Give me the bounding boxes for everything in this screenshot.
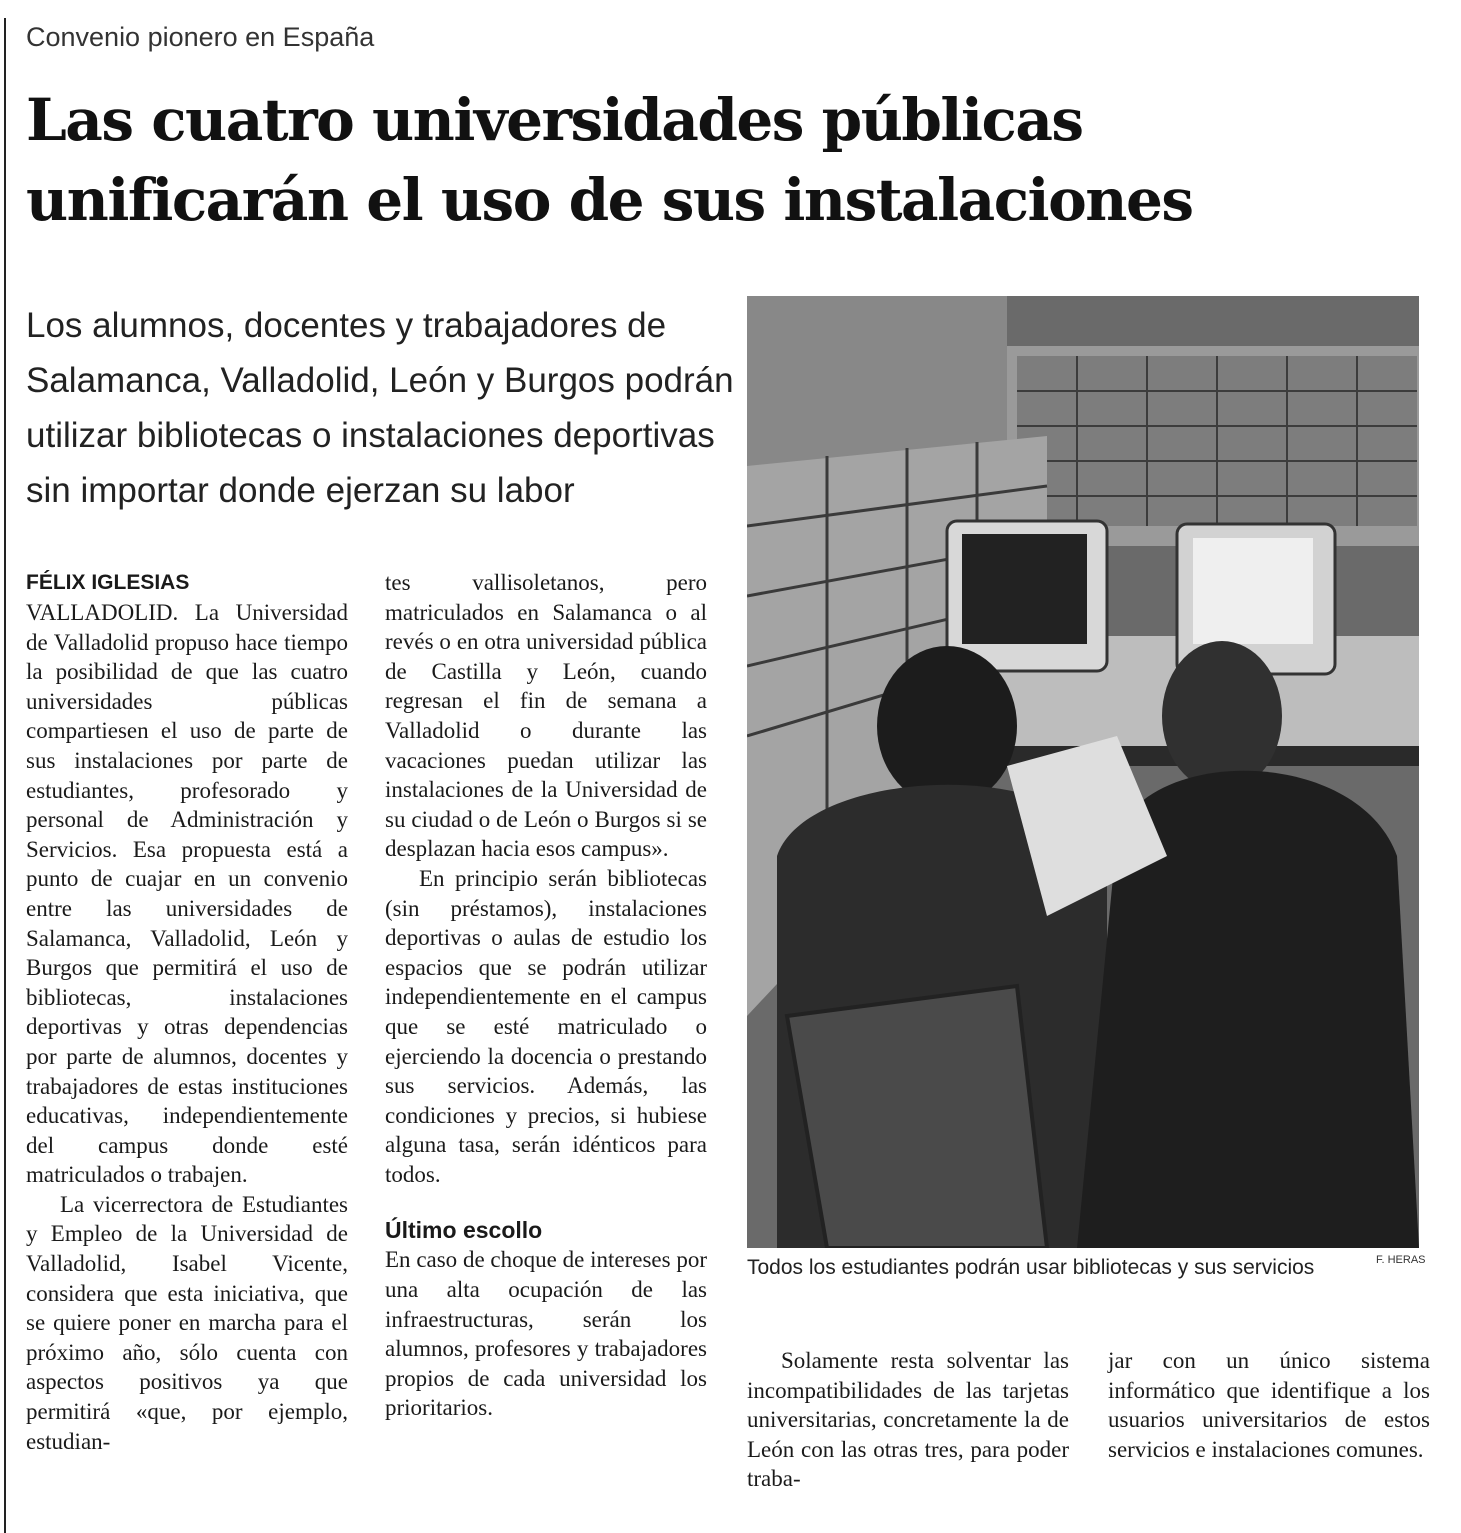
article-paragraph: La vicerrectora de Estudiantes y Empleo de la Universidad de Valladolid, Isabel Vicente, considera que esta iniciativa, que se quiere poner en marcha para el próximo año, sólo cuenta con aspectos positivos ya que permitirá «que, por ejemplo, estudian- — [26, 1191, 348, 1454]
subhead-line: Los alumnos, docentes y trabajadores de — [26, 306, 667, 345]
photo-credit: F. HERAS — [1376, 1254, 1426, 1266]
article-paragraph: En principio serán bibliotecas (sin préstamos), instalaciones deportivas o aulas de estudio los espacios que se podrán utilizar independientemente en el campus que se esté matriculado o ejerciendo la docencia o prestando sus servicios. Además, las condiciones y precios, si hubiese alguna tasa, serán idénticos para todos. — [385, 865, 707, 1187]
dateline: VALLADOLID. — [26, 600, 179, 625]
article-paragraph — [26, 598, 348, 1190]
left-rule — [4, 18, 6, 1533]
article-paragraph: En caso de choque de intereses por una alta ocupación de las infraestructuras, serán los alumnos, profesores y trabajadores propios de cada universidad los prioritarios. — [385, 1247, 707, 1421]
section-tag: Convenio pionero en España — [26, 22, 375, 52]
subhead-line: sin importar donde ejerzan su labor — [26, 471, 575, 510]
article-column-2 — [385, 568, 707, 1423]
headline — [26, 80, 1193, 240]
article-column-4 — [1108, 1346, 1430, 1464]
byline: FÉLIX IGLESIAS — [26, 571, 190, 594]
article-column-1 — [26, 568, 348, 1456]
article-paragraph: tes vallisoletanos, pero matriculados en Salamanca o al revés o en otra universidad pública de Castilla y León, cuando regresan el fin de semana a Valladolid o durante las vacaciones puedan utilizar las instalaciones de la Universidad de su ciudad o de León o Burgos si se desplazan hacia esos campus». — [385, 570, 707, 862]
article-paragraph: Solamente resta solventar las incompatibilidades de las tarjetas universitarias, concretamente la de León con las otras tres, para poder traba- — [747, 1348, 1069, 1492]
paragraph-text: La Universidad de Valladolid propuso hace tiempo la posibilidad de que las cuatro universidades públicas compartiesen el uso de parte de sus instalaciones por parte de estudiantes, profesorado y personal de Administración y Servicios. Esa propuesta está a punto de cuajar en un convenio entre las universidades de Salamanca, Valladolid, León y Burgos que permitirá el uso de bibliotecas, instalaciones deportivas y otras dependencias por parte de alumnos, docentes y trabajadores de estas instituciones educativas, independientemente del campus donde esté matriculados o trabajen. — [26, 600, 348, 1188]
subhead-line: Salamanca, Valladolid, León y Burgos podrán — [26, 361, 734, 400]
article-paragraph: jar con un único sistema informático que identifique a los usuarios universitarios de estos servicios e instalaciones comunes. — [1108, 1348, 1430, 1462]
section-subtitle: Último escollo — [385, 1217, 543, 1244]
subhead — [26, 298, 734, 518]
library-photo — [747, 296, 1419, 1248]
photo-caption: Todos los estudiantes podrán usar bibliotecas y sus servicios — [747, 1256, 1315, 1279]
headline-line-2: unificarán el uso de sus instalaciones — [26, 166, 1193, 234]
article-column-3 — [747, 1346, 1069, 1494]
headline-line-1: Las cuatro universidades públicas — [26, 86, 1083, 154]
subhead-line: utilizar bibliotecas o instalaciones deportivas — [26, 416, 715, 455]
library-photo-illustration — [747, 296, 1419, 1248]
